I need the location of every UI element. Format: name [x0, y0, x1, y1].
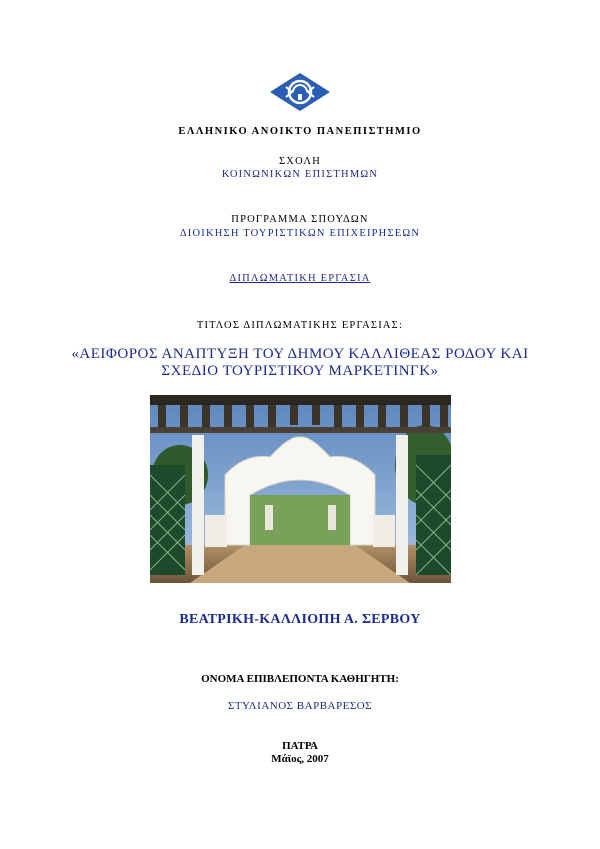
- thesis-title-line-2: ΣΧΕΔΙΟ ΤΟΥΡΙΣΤΙΚΟΥ ΜΑΡΚΕΤΙΝΓΚ»: [161, 363, 439, 379]
- thesis-title-label: ΤΙΤΛΟΣ ΔΙΠΛΩΜΑΤΙΚΗΣ ΕΡΓΑΣΙΑΣ:: [196, 320, 404, 331]
- thesis-title-line-1: «ΑΕΙΦΟΡΟΣ ΑΝΑΠΤΥΞΗ ΤΟΥ ΔΗΜΟΥ ΚΑΛΛΙΘΕΑΣ ΡΟΔΟΥ ΚΑΙ: [71, 346, 529, 362]
- program-label: ΠΡΟΓΡΑΜΜΑ ΣΠΟΥΔΩΝ: [231, 214, 369, 225]
- date: Μάϊος, 2007: [271, 753, 329, 765]
- school-name: ΚΟΙΝΩΝΙΚΩΝ ΕΠΙΣΤΗΜΩΝ: [221, 169, 379, 180]
- program-name: ΔΙΟΙΚΗΣΗ ΤΟΥΡΙΣΤΙΚΩΝ ΕΠΙΧΕΙΡΗΣΕΩΝ: [179, 228, 421, 239]
- supervisor-label: ΟΝΟΜΑ ΕΠΙΒΛΕΠΟΝΤΑ ΚΑΘΗΓΗΤΗ:: [201, 673, 399, 685]
- supervisor-name: ΣΤΥΛΙΑΝΟΣ ΒΑΡΒΑΡΕΣΟΣ: [227, 700, 373, 712]
- pergola-gate-photo: [150, 395, 451, 583]
- school-label: ΣΧΟΛΗ: [279, 156, 321, 167]
- author-name: ΒΕΑΤΡΙΚΗ-ΚΑΛΛΙΟΠΗ Α. ΣΕΡΒΟΥ: [179, 612, 421, 627]
- thesis-title: [0, 346, 600, 380]
- city: ΠΑΤΡΑ: [282, 740, 318, 752]
- university-logo-icon: [268, 72, 332, 112]
- thesis-type-label: ΔΙΠΛΩΜΑΤΙΚΗ ΕΡΓΑΣΙΑ: [229, 273, 371, 284]
- university-name: ΕΛΛΗΝΙΚΟ ΑΝΟΙΚΤΟ ΠΑΝΕΠΙΣΤΗΜΙΟ: [178, 126, 422, 137]
